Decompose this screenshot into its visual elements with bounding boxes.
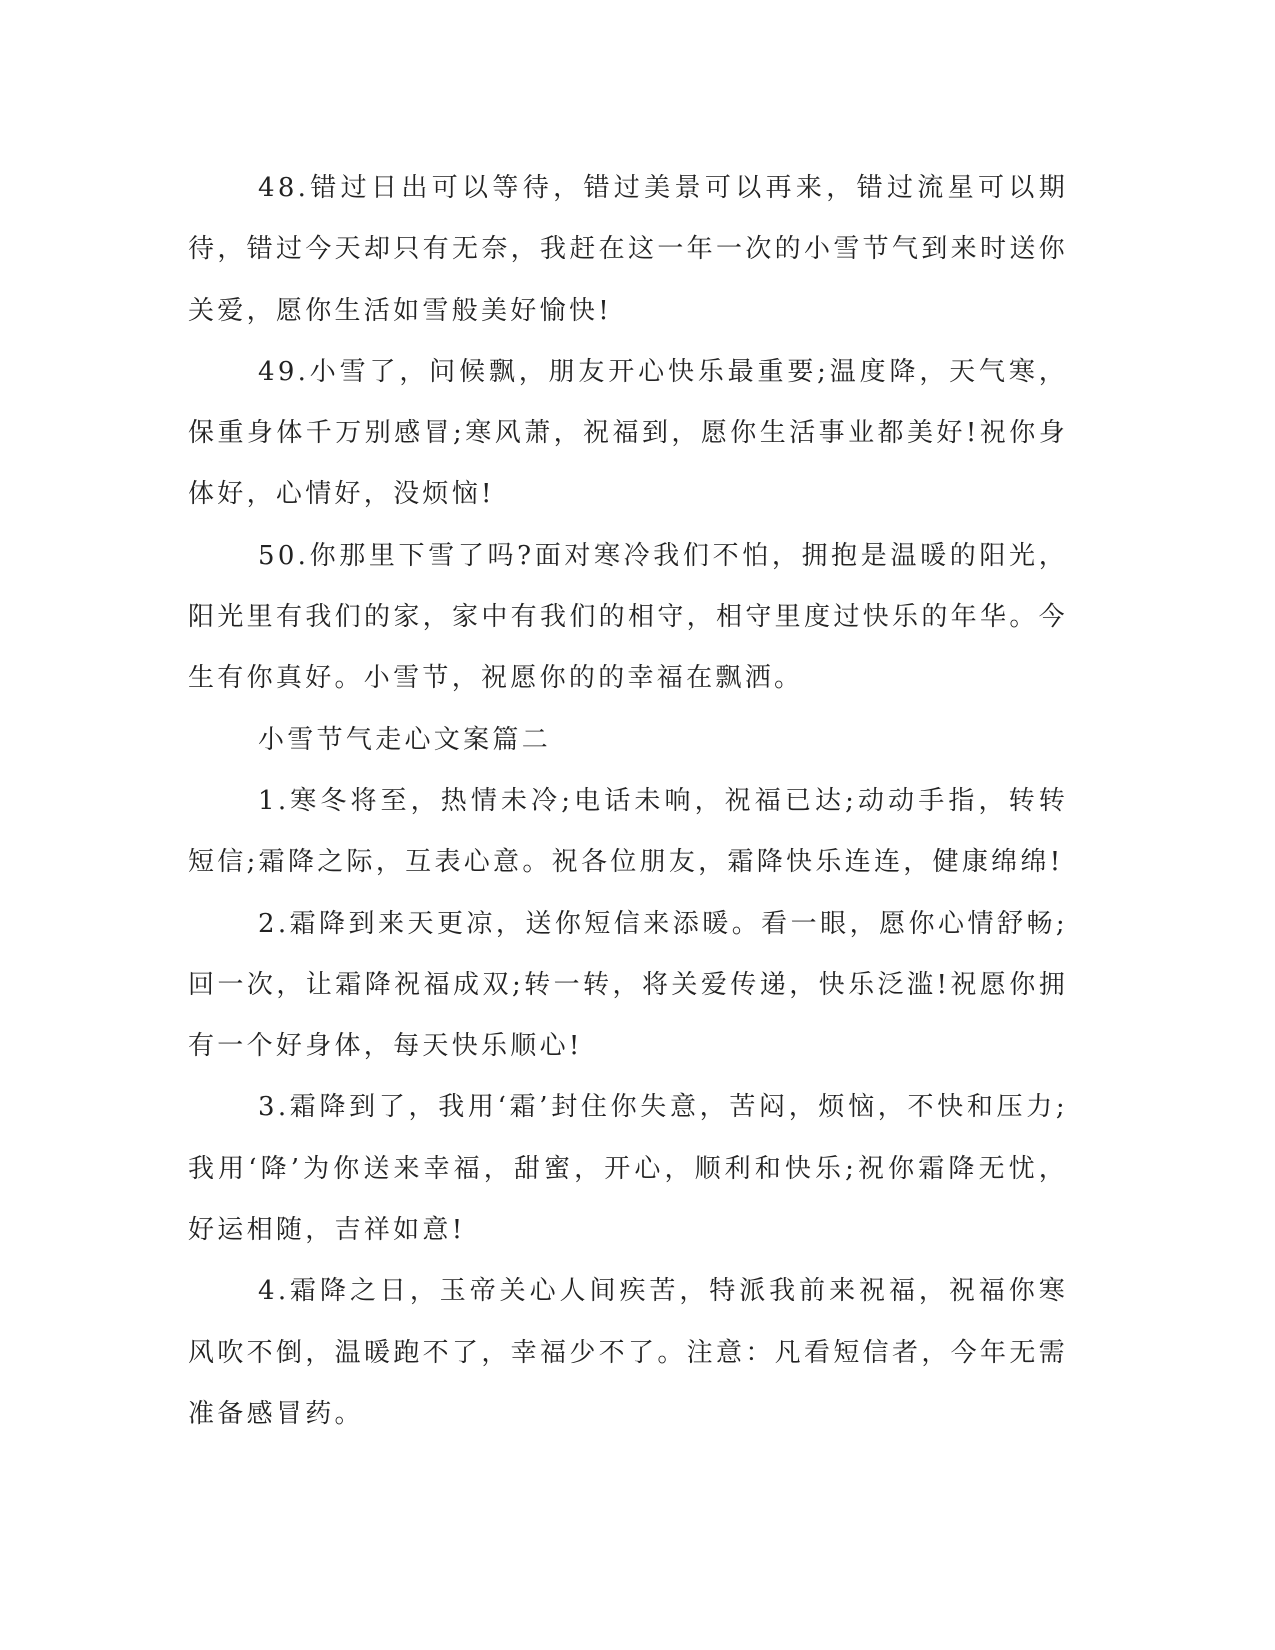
document-body bbox=[188, 158, 1068, 1445]
paragraph-48: 48.错过日出可以等待，错过美景可以再来，错过流星可以期待，错过今天却只有无奈，我赶在这一年一次的小雪节气到来时送你关爱，愿你生活如雪般美好愉快! bbox=[188, 173, 1068, 326]
paragraph-4: 4.霜降之日，玉帝关心人间疾苦，特派我前来祝福，祝福你寒风吹不倒，温暖跑不了，幸福少不了。注意：凡看短信者，今年无需准备感冒药。 bbox=[188, 1276, 1068, 1429]
section-heading: 小雪节气走心文案篇二 bbox=[258, 724, 552, 755]
paragraph-49: 49.小雪了，问候飘，朋友开心快乐最重要;温度降，天气寒，保重身体千万别感冒;寒风萧，祝福到，愿你生活事业都美好!祝你身体好，心情好，没烦恼! bbox=[188, 356, 1068, 510]
paragraph-3: 3.霜降到了，我用‘霜’封住你失意，苦闷，烦恼，不快和压力;我用‘降’为你送来幸福，甜蜜，开心，顺利和快乐;祝你霜降无忧，好运相随，吉祥如意! bbox=[188, 1092, 1068, 1246]
paragraph-2: 2.霜降到来天更凉，送你短信来添暖。看一眼，愿你心情舒畅;回一次，让霜降祝福成双;转一转，将关爱传递，快乐泛滥!祝愿你拥有一个好身体，每天快乐顺心! bbox=[188, 908, 1068, 1062]
paragraph-50: 50.你那里下雪了吗?面对寒冷我们不怕，拥抱是温暖的阳光，阳光里有我们的家，家中有我们的相守，相守里度过快乐的年华。今生有你真好。小雪节，祝愿你的的幸福在飘洒。 bbox=[188, 540, 1068, 694]
paragraph-1: 1.寒冬将至，热情未冷;电话未响，祝福已达;动动手指，转转短信;霜降之际，互表心意。祝各位朋友，霜降快乐连连，健康绵绵! bbox=[188, 785, 1068, 878]
